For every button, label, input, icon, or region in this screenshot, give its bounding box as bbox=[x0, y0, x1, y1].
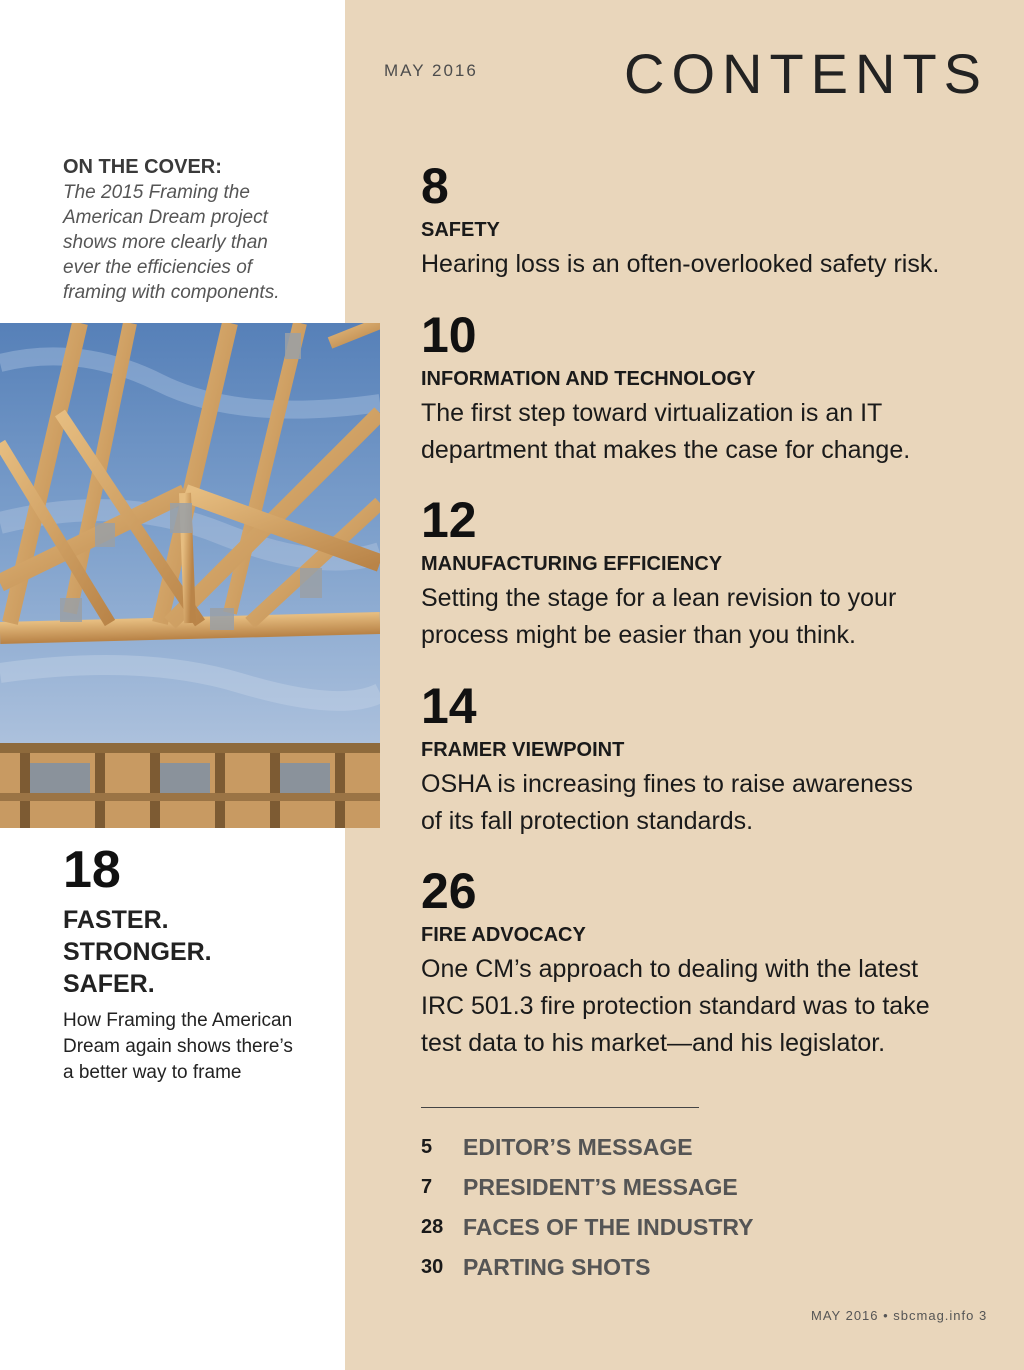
toc-page-number: 10 bbox=[421, 307, 477, 363]
toc-entry-fire-advocacy[interactable] bbox=[421, 865, 981, 1062]
toc-section-label: INFORMATION AND TECHNOLOGY bbox=[421, 368, 756, 390]
department-page-number: 30 bbox=[421, 1256, 444, 1278]
feature-headline-line: SAFER. bbox=[63, 970, 155, 998]
cover-caption-heading: ON THE COVER: bbox=[63, 156, 222, 178]
feature-description-line: How Framing the American bbox=[63, 1010, 293, 1031]
toc-page-number: 14 bbox=[421, 678, 477, 734]
toc-section-label: FIRE ADVOCACY bbox=[421, 924, 586, 946]
toc-description-line: Setting the stage for a lean revision to your bbox=[421, 584, 897, 612]
toc-page-number: 26 bbox=[421, 863, 477, 919]
toc-description bbox=[421, 246, 981, 283]
issue-date: MAY 2016 bbox=[384, 61, 478, 80]
toc-description-line: One CM’s approach to dealing with the latest bbox=[421, 955, 919, 983]
page-folio: MAY 2016 • sbcmag.info 3 bbox=[811, 1308, 988, 1323]
department-page-number: 5 bbox=[421, 1136, 433, 1158]
toc-description-line: The first step toward virtualization is an IT bbox=[421, 399, 883, 427]
department-label: EDITOR’S MESSAGE bbox=[463, 1134, 693, 1160]
feature-story[interactable] bbox=[63, 842, 343, 1086]
toc-description-line: Hearing loss is an often-overlooked safety risk. bbox=[421, 250, 940, 278]
feature-headline bbox=[63, 904, 343, 1000]
toc-description-line: test data to his market—and his legislator. bbox=[421, 1029, 886, 1057]
toc-section-label: SAFETY bbox=[421, 219, 500, 241]
cover-caption bbox=[63, 155, 333, 305]
feature-headline-line: STRONGER. bbox=[63, 938, 212, 966]
department-page-number: 28 bbox=[421, 1216, 444, 1238]
toc-description-line: department that makes the case for change. bbox=[421, 436, 911, 464]
roof-truss-photo bbox=[0, 323, 380, 828]
toc-entry-manufacturing-efficiency[interactable] bbox=[421, 494, 981, 654]
toc-page-number: 8 bbox=[421, 158, 449, 214]
toc-entry-safety[interactable] bbox=[421, 160, 981, 283]
toc-section-label: MANUFACTURING EFFICIENCY bbox=[421, 553, 723, 575]
cover-caption-line: framing with components. bbox=[63, 282, 280, 303]
toc-page-number: 12 bbox=[421, 492, 477, 548]
feature-description-line: a better way to frame bbox=[63, 1062, 242, 1083]
toc-description bbox=[421, 580, 981, 654]
cover-caption-line: American Dream project bbox=[63, 207, 268, 228]
department-page-number: 7 bbox=[421, 1176, 433, 1198]
toc-description-line: OSHA is increasing fines to raise awareness bbox=[421, 770, 913, 798]
cover-caption-line: The 2015 Framing the bbox=[63, 182, 250, 203]
toc-description bbox=[421, 395, 981, 469]
department-label: PARTING SHOTS bbox=[463, 1254, 651, 1280]
toc-description-line: of its fall protection standards. bbox=[421, 807, 754, 835]
feature-page-number: 18 bbox=[63, 841, 121, 899]
toc-entry-framer-viewpoint[interactable] bbox=[421, 680, 981, 840]
page-title: CONTENTS bbox=[624, 42, 988, 105]
department-label: FACES OF THE INDUSTRY bbox=[463, 1214, 754, 1240]
roof-truss-illustration bbox=[0, 323, 380, 828]
department-label: PRESIDENT’S MESSAGE bbox=[463, 1174, 738, 1200]
section-divider bbox=[421, 1107, 699, 1108]
feature-headline-line: FASTER. bbox=[63, 906, 169, 934]
cover-caption-line: ever the efficiencies of bbox=[63, 257, 253, 278]
toc-description-line: IRC 501.3 fire protection standard was to take bbox=[421, 992, 930, 1020]
toc-description bbox=[421, 951, 981, 1062]
toc-section-label: FRAMER VIEWPOINT bbox=[421, 739, 625, 761]
toc-description bbox=[421, 766, 981, 840]
feature-description-line: Dream again shows there’s bbox=[63, 1036, 293, 1057]
toc-description-line: process might be easier than you think. bbox=[421, 621, 856, 649]
cover-caption-line: shows more clearly than bbox=[63, 232, 268, 253]
feature-description bbox=[63, 1008, 343, 1086]
cover-caption-text bbox=[63, 180, 333, 305]
toc-entry-information-technology[interactable] bbox=[421, 309, 981, 469]
